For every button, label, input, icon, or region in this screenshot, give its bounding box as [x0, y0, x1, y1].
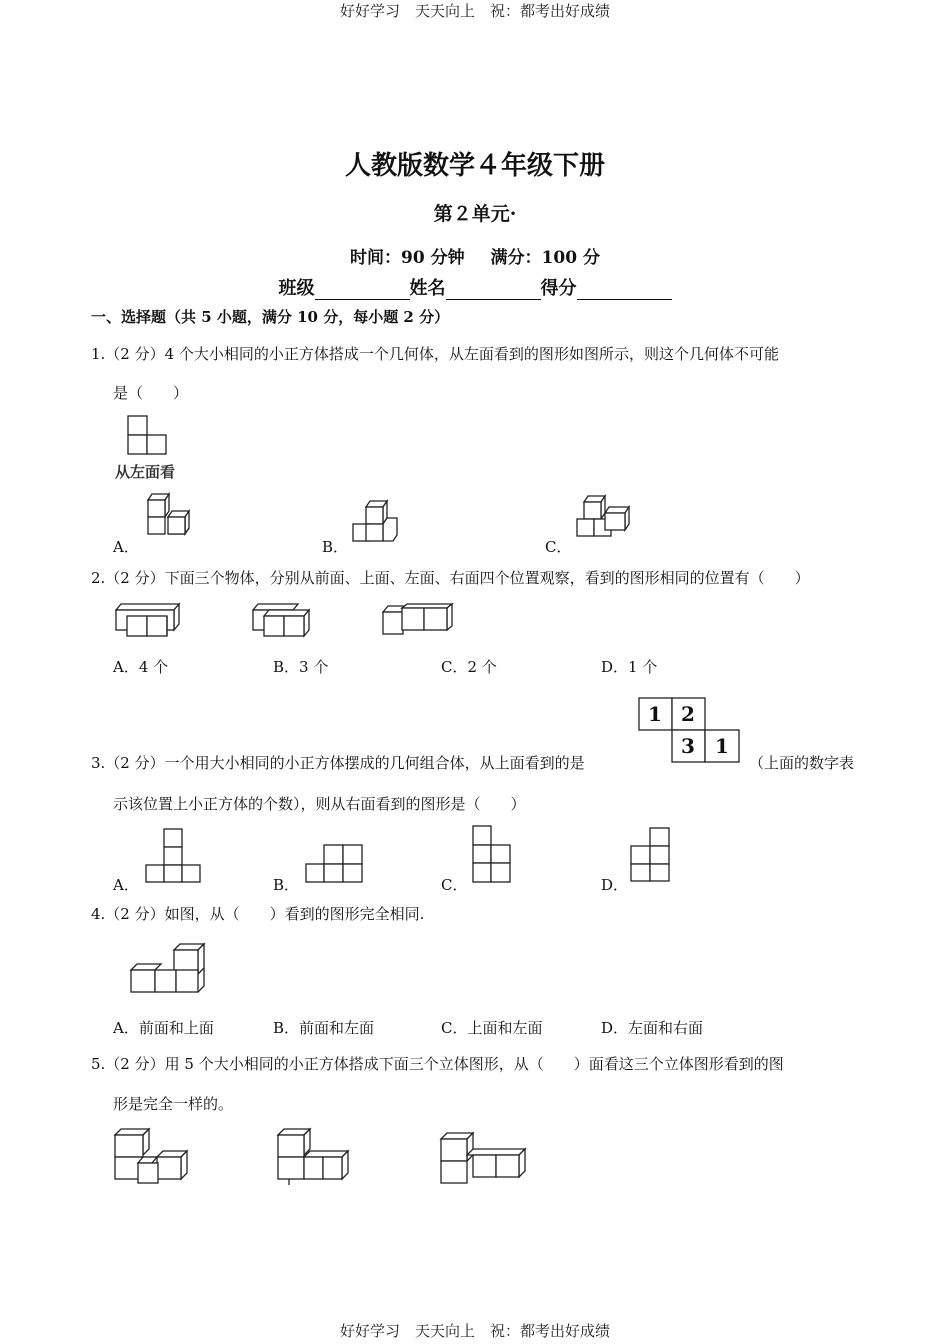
q2-object-1-figure — [115, 602, 181, 640]
q5-text-2: 形是完全一样的。 — [113, 1095, 234, 1113]
q3-option-b-figure — [306, 844, 364, 884]
q1-option-c[interactable]: C． — [545, 538, 572, 556]
q3-text-end: （上面的数字表 — [749, 754, 855, 772]
q1-option-c-figure — [576, 492, 634, 548]
exam-meta — [0, 243, 950, 268]
student-info — [0, 274, 950, 300]
q4-text: 4.（2 分）如图，从（ ）看到的图形完全相同. — [91, 905, 425, 923]
q1-option-b[interactable]: B． — [322, 538, 349, 556]
q2-option-d[interactable]: D．1 个 — [601, 658, 658, 676]
q5-object-1-figure — [114, 1127, 194, 1185]
q1-text-2: 是（ ） — [113, 384, 189, 402]
q3-option-d[interactable]: D． — [601, 876, 629, 894]
q3-option-d-figure — [630, 827, 672, 883]
name-blank[interactable] — [446, 281, 541, 300]
page-footer: 好好学习 天天向上 祝：都考出好成绩 — [339, 1322, 610, 1340]
page-header: 好好学习 天天向上 祝：都考出好成绩 — [339, 2, 610, 20]
q1-option-a-figure — [144, 490, 194, 546]
q3-grid-cell-4: 1 — [715, 734, 729, 758]
q3-grid-cell-2: 2 — [681, 702, 695, 726]
page-title: 人教版数学４年级下册 — [344, 151, 605, 181]
class-label: 班级 — [278, 278, 315, 299]
q2-option-a[interactable]: A．4 个 — [113, 658, 169, 676]
exam-score: 满分：100 分 — [490, 248, 600, 268]
q3-option-a[interactable]: A． — [113, 876, 139, 894]
q5-text: 5.（2 分）用 5 个大小相同的小正方体搭成下面三个立体图形，从（ ）面看这三个立体图形看到的图 — [91, 1055, 784, 1073]
q1-option-a[interactable]: A． — [113, 538, 139, 556]
q5-object-2-figure — [277, 1127, 355, 1185]
class-blank[interactable] — [315, 281, 410, 300]
q2-option-b[interactable]: B．3 个 — [273, 658, 329, 676]
q4-option-b[interactable]: B．前面和左面 — [273, 1019, 375, 1037]
q3-option-a-figure — [146, 828, 202, 884]
q1-option-b-figure — [352, 497, 404, 547]
points-label: 得分 — [540, 278, 577, 299]
exam-time: 时间：90 分钟 — [350, 248, 465, 268]
q3-option-b[interactable]: B． — [273, 876, 300, 894]
q2-object-2-figure — [252, 602, 312, 640]
q4-option-a[interactable]: A．前面和上面 — [113, 1019, 214, 1037]
name-label: 姓名 — [409, 278, 446, 299]
q4-option-d[interactable]: D．左面和右面 — [601, 1019, 704, 1037]
q5-object-3-figure — [440, 1131, 530, 1185]
page-subtitle: 第２单元· — [433, 203, 517, 225]
q3-grid-cell-3: 3 — [681, 734, 695, 758]
q4-figure — [130, 942, 210, 994]
q3-text-2: 示该位置上小正方体的个数），则从右面看到的图形是（ ） — [113, 795, 526, 813]
q1-text: 1.（2 分）4 个大小相同的小正方体搭成一个几何体，从左面看到的图形如图所示，则这个几何体不可能 — [91, 345, 779, 363]
q3-text: 3.（2 分）一个用大小相同的小正方体摆成的几何组合体，从上面看到的是 — [91, 754, 585, 772]
q1-figure-label: 从左面看 — [115, 463, 176, 481]
q2-object-3-figure — [382, 602, 454, 640]
section-heading: 一、选择题（共 5 小题，满分 10 分，每小题 2 分） — [91, 308, 450, 326]
q2-option-c[interactable]: C．2 个 — [441, 658, 497, 676]
q4-option-c[interactable]: C．上面和左面 — [441, 1019, 543, 1037]
q3-grid-cell-1: 1 — [648, 702, 662, 726]
q3-option-c[interactable]: C． — [441, 876, 468, 894]
points-blank[interactable] — [577, 281, 672, 300]
q3-option-c-figure — [472, 825, 512, 885]
q2-text: 2.（2 分）下面三个物体，分别从前面、上面、左面、右面四个位置观察，看到的图形相同的位置有（ ） — [91, 569, 810, 587]
q1-left-view-figure — [127, 415, 169, 457]
